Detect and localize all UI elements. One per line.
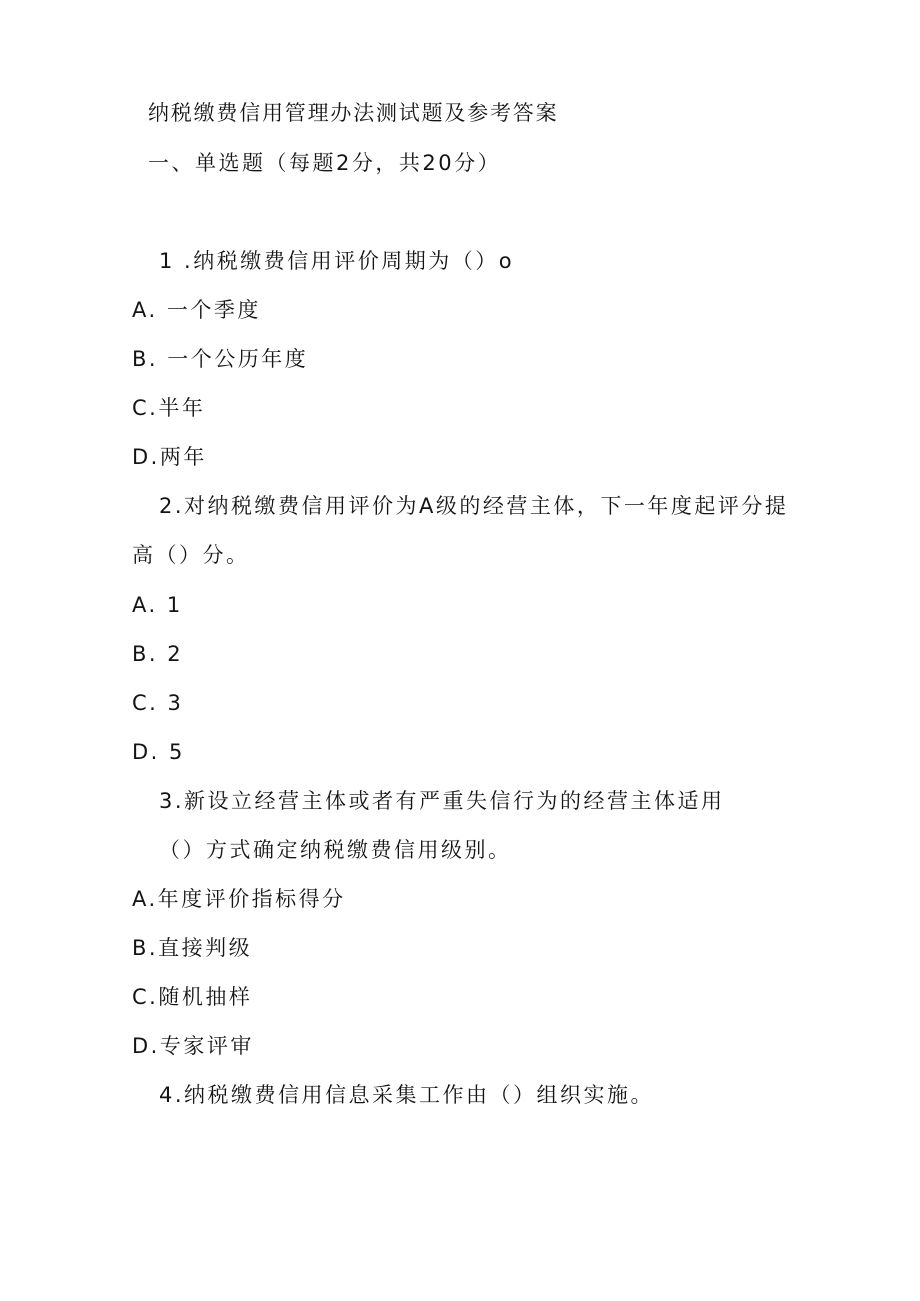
document-title: 纳税缴费信用管理办法测试题及参考答案	[148, 101, 559, 125]
question-1-option-c: C.半年	[132, 396, 206, 420]
question-3-text-continued: （）方式确定纳税缴费信用级别。	[159, 838, 512, 862]
question-2-option-c: C. 3	[132, 691, 184, 715]
question-3-option-a: A.年度评价指标得分	[132, 887, 346, 911]
question-1-option-a: A. 一个季度	[132, 298, 261, 322]
question-2-text: 2.对纳税缴费信用评价为A级的经营主体，下一年度起评分提	[159, 494, 789, 518]
section-heading: 一、单选题（每题2分，共20分）	[148, 151, 502, 175]
question-1-option-d: D.两年	[132, 445, 207, 469]
question-3-option-b: B.直接判级	[132, 936, 253, 960]
question-2-option-b: B. 2	[132, 642, 184, 666]
question-2-option-a: A. 1	[132, 593, 183, 617]
question-1-text: 1 .纳税缴费信用评价周期为（）o	[159, 249, 515, 273]
question-2-text-continued: 高（）分。	[132, 543, 250, 567]
question-4-text: 4.纳税缴费信用信息采集工作由（）组织实施。	[159, 1083, 655, 1107]
question-3-text: 3.新设立经营主体或者有严重失信行为的经营主体适用	[159, 789, 725, 813]
question-2-option-d: D. 5	[132, 740, 185, 764]
question-1-option-b: B. 一个公历年度	[132, 347, 309, 371]
question-3-option-c: C.随机抽样	[132, 985, 253, 1009]
question-3-option-d: D.专家评审	[132, 1034, 254, 1058]
